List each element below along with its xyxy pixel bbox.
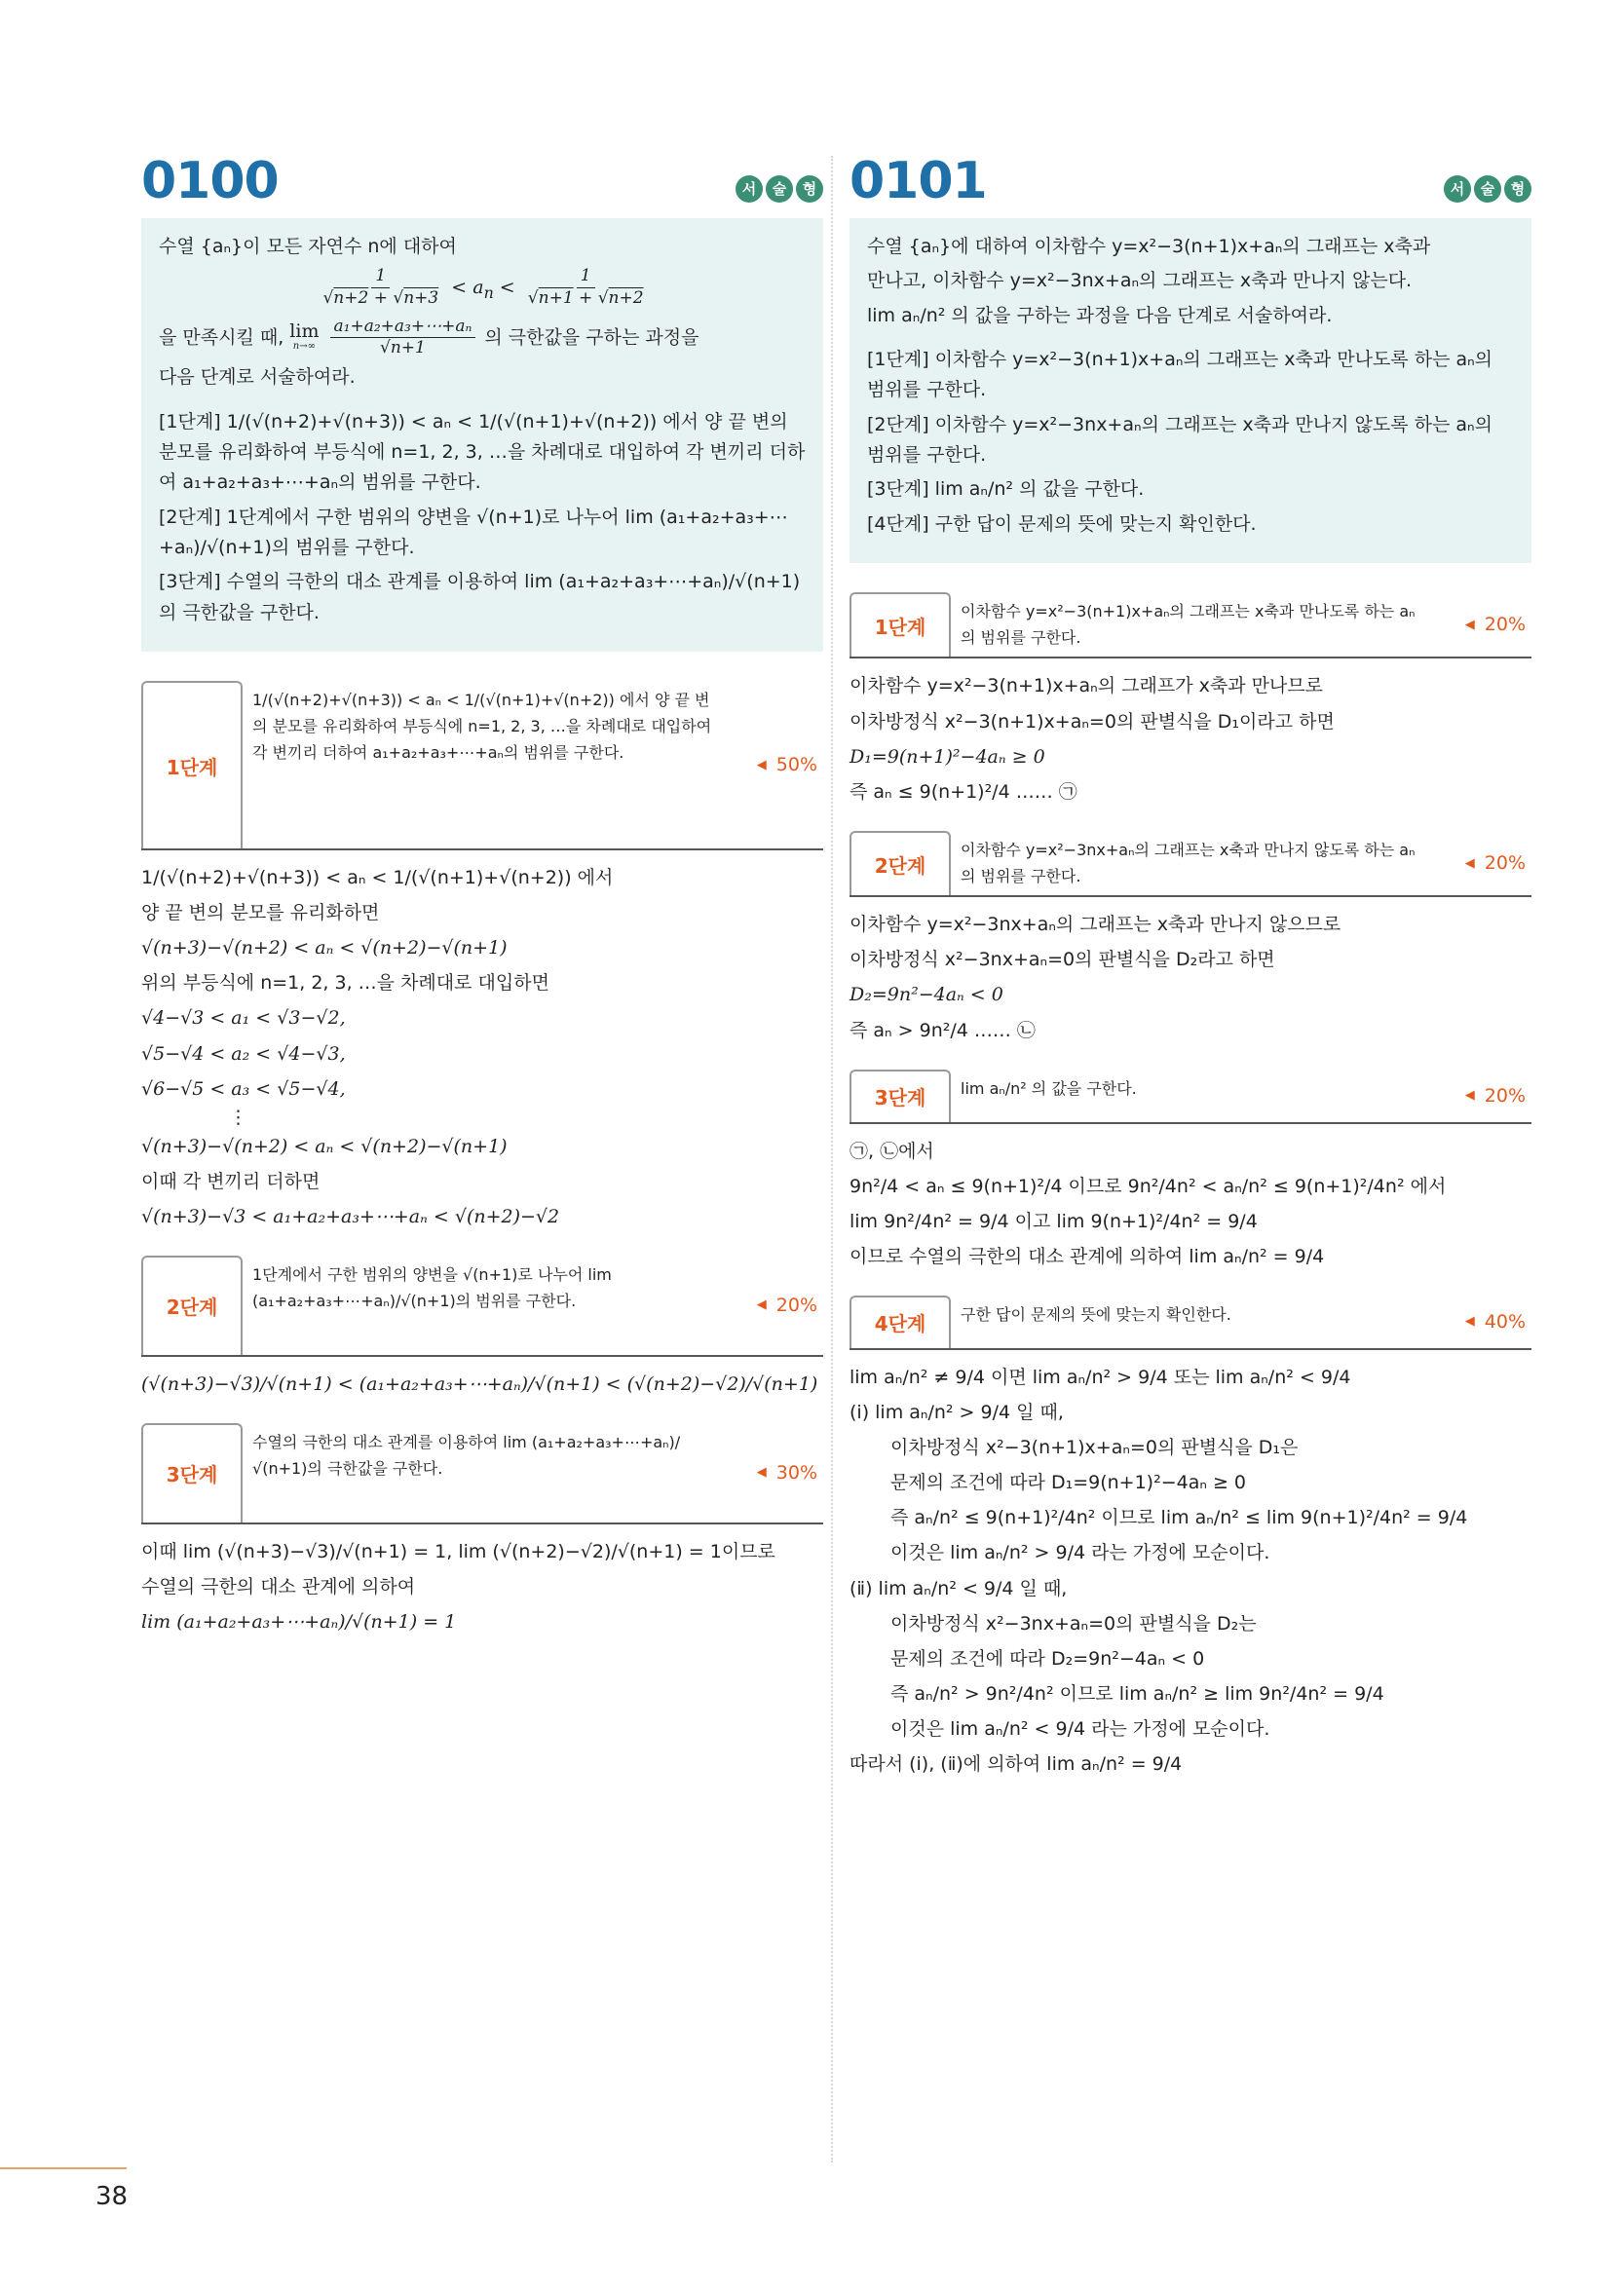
- page-number: 38: [95, 2182, 129, 2211]
- step-percent: ◀ 30%: [730, 1423, 823, 1522]
- solution-line: 이것은 lim aₙ/n² > 9/4 라는 가정에 모순이다.: [890, 1542, 1270, 1564]
- solution-line: lim 9n²/4n² = 9/4 이고 lim 9(n+1)²/4n² = 9/4: [850, 1210, 1258, 1232]
- problem-box: [141, 218, 823, 652]
- problem-box: [850, 218, 1531, 563]
- solution-line: 이것은 lim aₙ/n² < 9/4 라는 가정에 모순이다.: [890, 1717, 1270, 1740]
- solution-line: (ⅱ) lim aₙ/n² < 9/4 일 때,: [850, 1577, 1068, 1599]
- step-label: 2단계: [141, 1256, 243, 1355]
- solution-line: 이차방정식 x²−3nx+aₙ=0의 판별식을 D₂라고 하면: [850, 949, 1275, 971]
- problem-step: [3단계] 수열의 극한의 대소 관계를 이용하여 lim (a₁+a₂+a₃+⋯+aₙ)/√(n+1)의 극한값을 구한다.: [159, 571, 801, 623]
- problem-line: 을 만족시킬 때, lim n→∞ $\frac{\text{a₁+a₂+a₃+⋯+aₙ}}{√n+1}$ 의 극한값을 구하는 과정을: [159, 316, 699, 358]
- solution-line: 이차방정식 x²−3(n+1)x+aₙ=0의 판별식을 D₁은: [890, 1437, 1299, 1459]
- step-header-4: [850, 1296, 1531, 1350]
- solution-line: ⋮: [229, 1106, 247, 1128]
- problem-line: 다음 단계로 서술하여라.: [159, 366, 356, 389]
- solution-step-2: [141, 1367, 823, 1402]
- step-header-2: [850, 831, 1531, 897]
- problem-line: 만나고, 이차함수 y=x²−3nx+aₙ의 그래프는 x축과 만나지 않는다.: [867, 270, 1413, 292]
- solution-line: 수열의 극한의 대소 관계에 의하여: [141, 1576, 416, 1598]
- solution-line: √6−√5 < a₃ < √5−√4,: [141, 1077, 346, 1100]
- problem-header: [141, 152, 823, 210]
- solution-line: √5−√4 < a₂ < √4−√3,: [141, 1042, 346, 1065]
- step-percent: ◀ 20%: [1438, 1070, 1531, 1122]
- step-label: 4단계: [850, 1296, 951, 1348]
- solution-line: 즉 aₙ > 9n²/4 …… ㉡: [850, 1019, 1036, 1041]
- essay-badge-char: 형: [796, 175, 823, 203]
- essay-badge: [736, 175, 823, 203]
- solution-line: D₁=9(n+1)²−4aₙ ≥ 0: [850, 745, 1045, 768]
- problem-0101: [850, 152, 1531, 1782]
- essay-badge-char: 술: [766, 175, 793, 203]
- step-label: 1단계: [141, 681, 243, 848]
- step-label: 1단계: [850, 592, 951, 657]
- problem-line: 수열 {aₙ}이 모든 자연수 n에 대하여: [159, 236, 457, 257]
- limit: lim n→∞: [289, 320, 320, 353]
- step-percent: ◀ 20%: [730, 1256, 823, 1355]
- step-description: 이차함수 y=x²−3(n+1)x+aₙ의 그래프는 x축과 만나도록 하는 aₙ의 범위를 구한다.: [961, 602, 1416, 648]
- problem-step: [2단계] 1단계에서 구한 범위의 양변을 √(n+1)로 나누어 lim (a₁+a₂+a₃+⋯+aₙ)/√(n+1)의 범위를 구한다.: [159, 506, 788, 559]
- solution-line: 9n²/4 < aₙ ≤ 9(n+1)²/4 이므로 9n²/4n² < aₙ/n² ≤ 9(n+1)²/4n² 에서: [850, 1175, 1447, 1197]
- step-header-3: [850, 1070, 1531, 1124]
- problem-number: 0101: [850, 152, 987, 210]
- problem-step: [1단계] 1/(√(n+2)+√(n+3)) < aₙ < 1/(√(n+1)+√(n+2)) 에서 양 끝 변의 분모를 유리화하여 부등식에 n=1, 2, 3, …을 차례대로 대입하여 각 변끼리 더하여 a₁+a₂+a₃+⋯+aₙ의 범위를 구한다.: [159, 410, 806, 494]
- solution-step-4: [850, 1360, 1531, 1782]
- solution-step-1: [850, 668, 1531, 808]
- problem-step: [3단계] lim aₙ/n² 의 값을 구한다.: [867, 478, 1145, 501]
- step-percent: ◀ 20%: [1438, 592, 1531, 657]
- step-label: 3단계: [141, 1423, 243, 1522]
- step-percent: ◀ 40%: [1438, 1296, 1531, 1348]
- solution-line: 이차방정식 x²−3(n+1)x+aₙ=0의 판별식을 D₁이라고 하면: [850, 710, 1335, 733]
- problem-line: 수열 {aₙ}에 대하여 이차함수 y=x²−3(n+1)x+aₙ의 그래프는 x축과: [867, 236, 1431, 257]
- step-label: 2단계: [850, 831, 951, 895]
- solution-line: √(n+3)−√(n+2) < aₙ < √(n+2)−√(n+1): [141, 1135, 508, 1157]
- solution-line: 이때 각 변끼리 더하면: [141, 1170, 321, 1192]
- solution-line: 이차방정식 x²−3nx+aₙ=0의 판별식을 D₂는: [890, 1612, 1257, 1635]
- footer-rule: [0, 2167, 127, 2169]
- solution-line: 이므로 수열의 극한의 대소 관계에 의하여 lim aₙ/n² = 9/4: [850, 1245, 1325, 1267]
- fraction: $\frac{1}{√n+2 + √n+3}$: [322, 266, 439, 308]
- step-header-1: [141, 681, 823, 850]
- solution-line: 즉 aₙ/n² > 9n²/4n² 이므로 lim aₙ/n² ≥ lim 9n²/4n² = 9/4: [890, 1682, 1384, 1705]
- fraction: $\frac{1}{√n+1 + √n+2}$: [527, 266, 644, 308]
- solution-line: ㉠, ㉡에서: [850, 1140, 934, 1162]
- problem-header: [850, 152, 1531, 210]
- solution-line: 이차함수 y=x²−3nx+aₙ의 그래프는 x축과 만나지 않으므로: [850, 914, 1341, 936]
- problem-0100: [141, 152, 823, 1639]
- step-description: 이차함수 y=x²−3nx+aₙ의 그래프는 x축과 만나지 않도록 하는 aₙ의 범위를 구한다.: [961, 840, 1416, 886]
- essay-badge-char: 형: [1504, 175, 1531, 203]
- problem-step: [4단계] 구한 답이 문제의 뜻에 맞는지 확인한다.: [867, 512, 1257, 535]
- solution-line: 위의 부등식에 n=1, 2, 3, …을 차례대로 대입하면: [141, 972, 549, 995]
- solution-line: 이차함수 y=x²−3(n+1)x+aₙ의 그래프가 x축과 만나므로: [850, 675, 1323, 697]
- solution-step-3: [850, 1134, 1531, 1274]
- step-header-2: [141, 1256, 823, 1357]
- solution-line: √(n+3)−√(n+2) < aₙ < √(n+2)−√(n+1): [141, 937, 508, 959]
- solution-step-1: [141, 860, 823, 1234]
- solution-line: 문제의 조건에 따라 D₂=9n²−4aₙ < 0: [890, 1647, 1205, 1670]
- fraction: $\frac{\text{a₁+a₂+a₃+⋯+aₙ}}{√n+1}$: [330, 317, 476, 359]
- solution-line: 즉 aₙ/n² ≤ 9(n+1)²/4n² 이므로 lim aₙ/n² ≤ lim 9(n+1)²/4n² = 9/4: [890, 1507, 1468, 1529]
- solution-line: 1/(√(n+2)+√(n+3)) < aₙ < 1/(√(n+1)+√(n+2)) 에서: [141, 867, 614, 889]
- solution-line: 이때 lim (√(n+3)−√3)/√(n+1) = 1, lim (√(n+2)−√2)/√(n+1) = 1이므로: [141, 1540, 775, 1562]
- problem-line: lim aₙ/n² 의 값을 구하는 과정을 다음 단계로 서술하여라.: [867, 304, 1333, 326]
- step-header-3: [141, 1423, 823, 1524]
- solution-line: 양 끝 변의 분모를 유리화하면: [141, 902, 380, 924]
- solution-line: √(n+3)−√3 < a₁+a₂+a₃+⋯+aₙ < √(n+2)−√2: [141, 1205, 560, 1227]
- step-header-1: [850, 592, 1531, 658]
- essay-badge-char: 술: [1474, 175, 1501, 203]
- step-description: 1단계에서 구한 범위의 양변을 √(n+1)로 나누어 lim (a₁+a₂+a₃+⋯+aₙ)/√(n+1)의 범위를 구한다.: [252, 1264, 612, 1311]
- solution-line: 따라서 (ⅰ), (ⅱ)에 의하여 lim aₙ/n² = 9/4: [850, 1753, 1183, 1775]
- problem-step: [2단계] 이차함수 y=x²−3nx+aₙ의 그래프는 x축과 만나지 않도록 하는 aₙ의 범위를 구한다.: [867, 413, 1492, 467]
- solution-line: D₂=9n²−4aₙ < 0: [850, 984, 1003, 1006]
- solution-line: (ⅰ) lim aₙ/n² > 9/4 일 때,: [850, 1402, 1064, 1424]
- step-label: 3단계: [850, 1070, 951, 1122]
- step-percent: ◀ 20%: [1438, 831, 1531, 895]
- essay-badge-char: 서: [1444, 175, 1471, 203]
- column-divider: [831, 156, 833, 2162]
- solution-line: (√(n+3)−√3)/√(n+1) < (a₁+a₂+a₃+⋯+aₙ)/√(n+1) < (√(n+2)−√2)/√(n+1): [141, 1372, 818, 1395]
- solution-line: lim aₙ/n² ≠ 9/4 이면 lim aₙ/n² > 9/4 또는 lim aₙ/n² < 9/4: [850, 1366, 1351, 1388]
- solution-line: 즉 aₙ ≤ 9(n+1)²/4 …… ㉠: [850, 780, 1077, 803]
- solution-line: lim (a₁+a₂+a₃+⋯+aₙ)/√(n+1) = 1: [141, 1611, 457, 1634]
- problem-number: 0100: [141, 152, 279, 210]
- step-percent: ◀ 50%: [730, 681, 823, 848]
- solution-step-3: [141, 1534, 823, 1639]
- step-description: lim aₙ/n² 의 값을 구한다.: [961, 1078, 1137, 1098]
- step-description: 1/(√(n+2)+√(n+3)) < aₙ < 1/(√(n+1)+√(n+2)) 에서 양 끝 변의 분모를 유리화하여 부등식에 n=1, 2, 3, …을 차례대로 대입하여 각 변끼리 더하여 a₁+a₂+a₃+⋯+aₙ의 범위를 구한다.: [252, 691, 712, 763]
- essay-badge-char: 서: [736, 175, 763, 203]
- step-description: 수열의 극한의 대소 관계를 이용하여 lim (a₁+a₂+a₃+⋯+aₙ)/√(n+1)의 극한값을 구한다.: [252, 1432, 681, 1479]
- step-description: 구한 답이 문제의 뜻에 맞는지 확인한다.: [961, 1304, 1231, 1324]
- solution-line: √4−√3 < a₁ < √3−√2,: [141, 1007, 346, 1030]
- solution-step-2: [850, 907, 1531, 1047]
- problem-step: [1단계] 이차함수 y=x²−3(n+1)x+aₙ의 그래프는 x축과 만나도록 하는 aₙ의 범위를 구한다.: [867, 349, 1493, 401]
- essay-badge: [1444, 175, 1531, 203]
- problem-inequality: $\frac{1}{√n+2 + √n+3}$ < $a_n$ < $\frac{1}{√n+1 + √n+2}$: [159, 266, 808, 309]
- solution-line: 문제의 조건에 따라 D₁=9(n+1)²−4aₙ ≥ 0: [890, 1472, 1247, 1494]
